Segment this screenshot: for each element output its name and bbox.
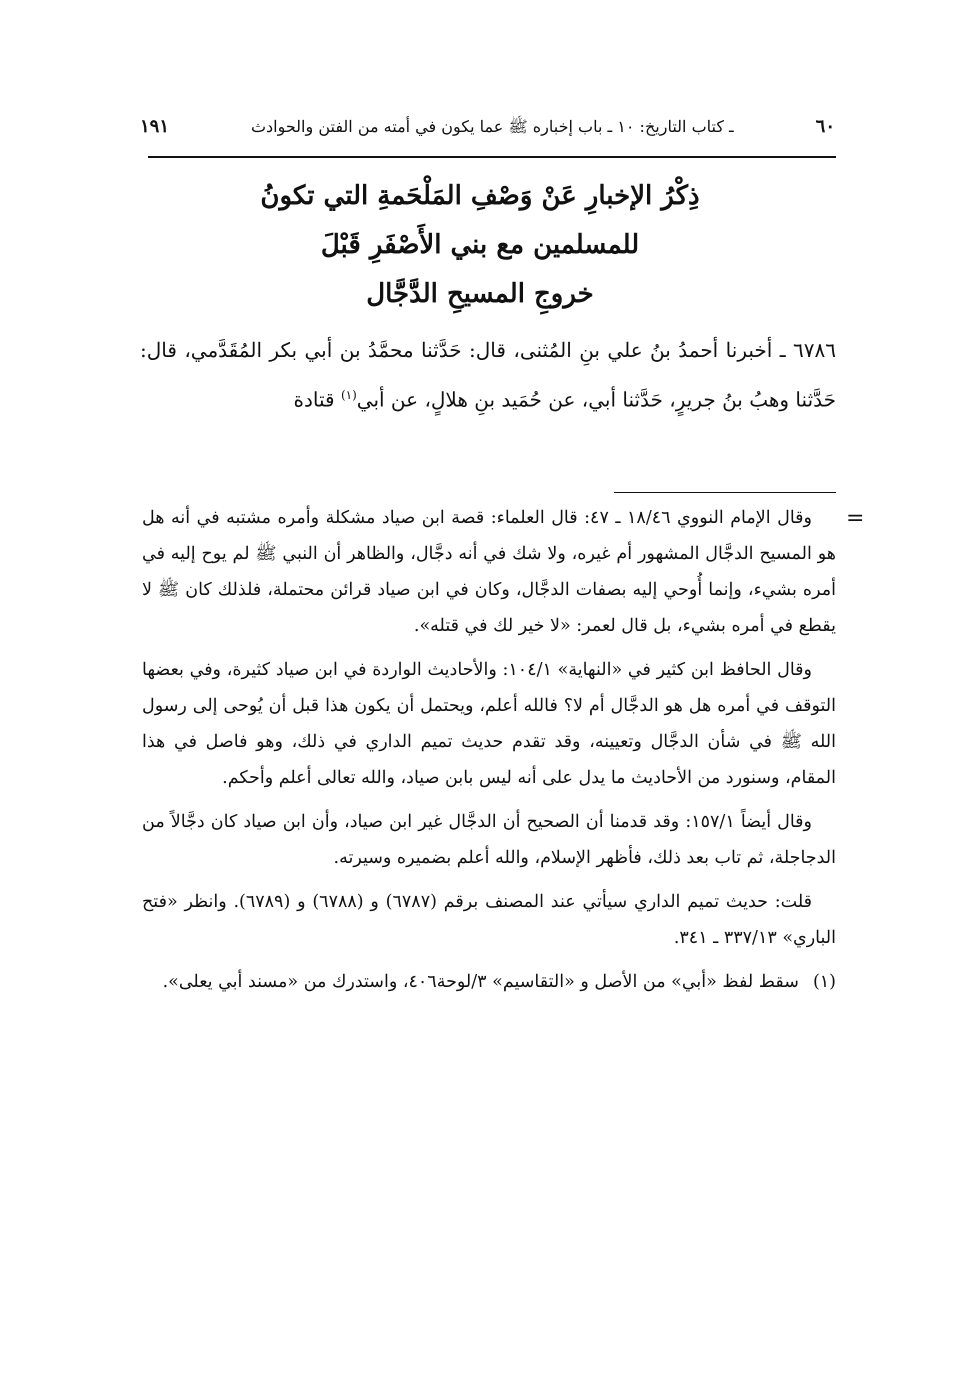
- note-paragraph-ibn-kathir-2: وقال أيضاً ١٥٧/١: وقد قدمنا أن الصحيح أن الدجَّال غير ابن صياد، وأن ابن صياد كان دجَّالاً من الدجاجلة، ثم تاب بعد ذلك، فأظهر الإسلام، والله أعلم بضميره وسيرته.: [142, 812, 836, 868]
- running-head: [140, 116, 835, 140]
- hadith-text-end: قتادة: [293, 387, 335, 412]
- header-rule: [148, 156, 836, 158]
- hadith-text-main: ٦٧٨٦ ـ أخبرنا أحمدُ بنُ علي بنِ المُثنى، قال: حَدَّثنا محمَّدُ بن أبي بكر المُقَدَّمي، قال: حَدَّثنا وهبُ بنُ جريرٍ، حَدَّثنا أبي، عن حُمَيد بنِ هلالٍ، عن أبي: [140, 338, 836, 412]
- page-number: ٦٠: [815, 116, 835, 137]
- note-paragraph-nawawi: وقال الإمام النووي ١٨/٤٦ ـ ٤٧: قال العلماء: قصة ابن صياد مشكلة وأمره مشتبه في أنه هل هو المسيح الدجَّال المشهور أم غيره، ولا شك في أنه دجَّال، والظاهر أن النبي ﷺ لم يوح إليه في أمره بشيء، وإنما أُوحي إليه بصفات الدجَّال، وكان في ابن صياد قرائن محتملة، فلذلك كان ﷺ لا يقطع في أمره بشيء، بل قال لعمر: «لا خير لك في قتله».: [142, 508, 836, 636]
- footnote-1-text: سقط لفظ «أبي» من الأصل و «التقاسيم» ٣/لوحة٤٠٦، واستدرك من «مسند أبي يعلى».: [162, 972, 799, 992]
- footnotes-section: [142, 500, 836, 1000]
- footnote-separator: [614, 492, 836, 493]
- footnote-reference: (١): [340, 388, 357, 402]
- note-paragraph-ibn-kathir: وقال الحافظ ابن كثير في «النهاية» ١٠٤/١: والأحاديث الواردة في ابن صياد كثيرة، وفي بعضها التوقف في أمره هل هو الدجَّال أم لا؟ فالله أعلم، ويحتمل أن يكون هذا قبل أن يُوحى إلى رسول الله ﷺ في شأن الدجَّال وتعيينه، وقد تقدم حديث تميم الداري في ذلك، وهو فاصل في هذا المقام، وسنورد من الأحاديث ما يدل على أنه ليس بابن صياد، والله تعالى أعلم وأحكم.: [142, 660, 836, 788]
- running-head-title: ـ كتاب التاريخ: ١٠ ـ باب إخباره ﷺ عما يكون في أمته من الفتن والحوادث: [250, 117, 734, 136]
- hadith-range-number: ١٩١: [140, 116, 170, 137]
- footnote-1: [142, 964, 836, 1000]
- chapter-title-line-2: للمسلمين مع بني الأَصْفَرِ قَبْلَ: [320, 230, 640, 260]
- continuation-mark: =: [846, 506, 865, 531]
- note-paragraph-editor: قلت: حديث تميم الداري سيأتي عند المصنف برقم (٦٧٨٧) و (٦٧٨٨) و (٦٧٨٩). وانظر «فتح الباري» ٣٣٧/١٣ ـ ٣٤١.: [142, 892, 836, 948]
- chapter-title-line-1: ذِكْرُ الإخبارِ عَنْ وَصْفِ المَلْحَمةِ التي تكونُ: [260, 181, 700, 211]
- footnote-1-number: (١): [812, 972, 836, 992]
- chapter-title-line-3: خروجِ المسيحِ الدَّجَّال: [366, 279, 594, 309]
- chapter-title: [160, 172, 800, 319]
- hadith-text: [140, 328, 836, 423]
